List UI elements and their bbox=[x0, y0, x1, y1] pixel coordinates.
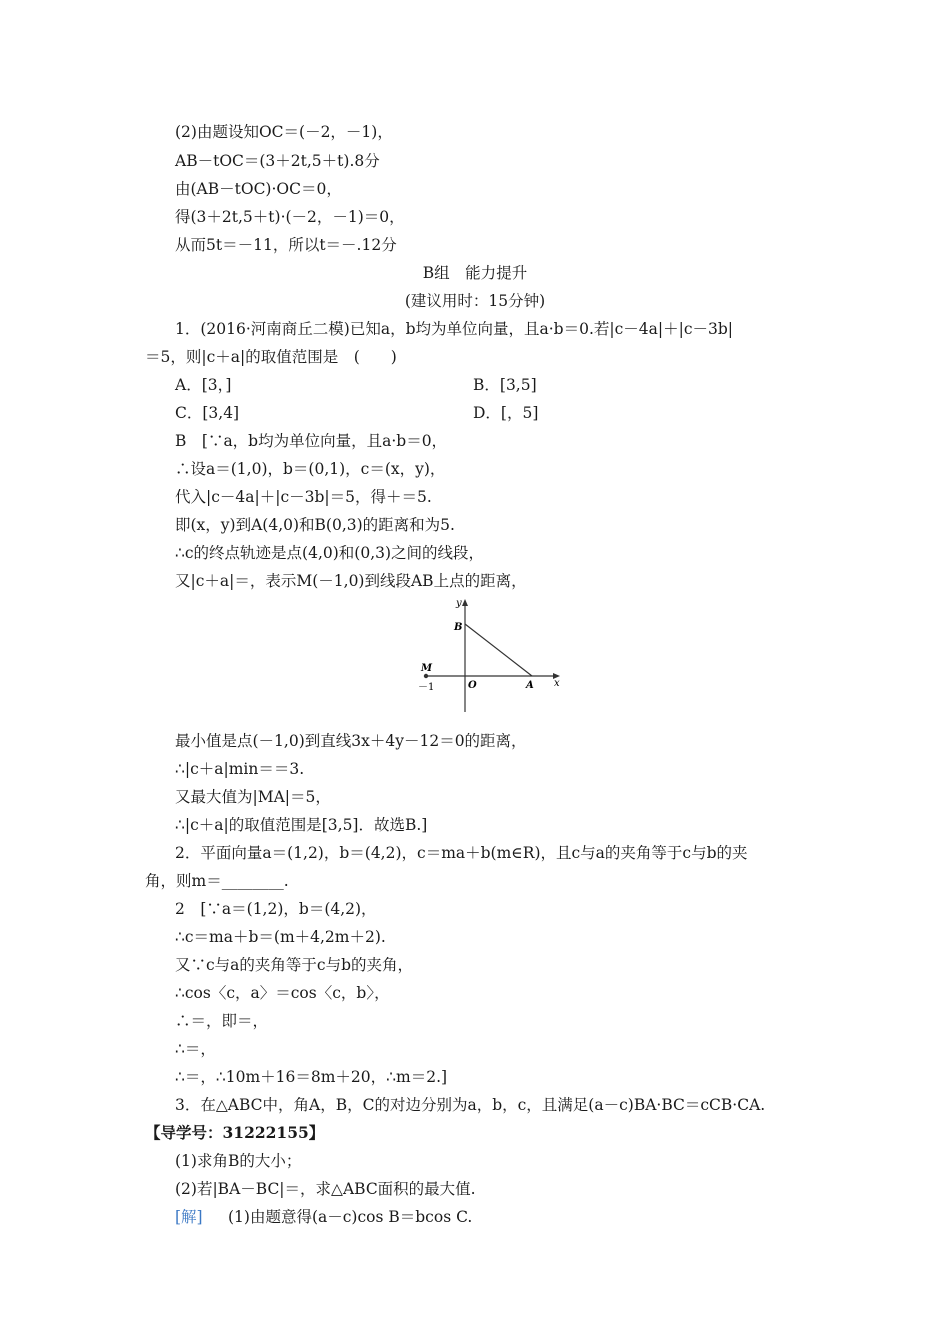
label-a: A bbox=[526, 680, 534, 691]
solution-line: 又|c＋a|＝，表示M(－1,0)到线段AB上点的距离， bbox=[175, 572, 527, 590]
question-1-stem: 1．(2016·河南商丘二模)已知a，b均为单位向量，且a·b＝0.若|c－4a|＋|c－3b| bbox=[175, 320, 734, 338]
option-a: A．[3，] bbox=[175, 376, 232, 394]
option-b: B．[3,5] bbox=[473, 376, 537, 394]
solution-line: ∴cos〈c，a〉＝cos〈c，b〉， bbox=[175, 984, 390, 1002]
coordinate-figure bbox=[420, 594, 570, 719]
text-line: 得(3＋2t,5＋t)·(－2，－1)＝0， bbox=[175, 208, 405, 226]
label-neg1: －1 bbox=[418, 682, 435, 693]
question-3-part-1: (1)求角B的大小； bbox=[175, 1152, 302, 1170]
option-d: D．[，5] bbox=[473, 404, 539, 422]
label-o: O bbox=[468, 680, 477, 691]
question-3-stem: 3．在△ABC中，角A，B，C的对边分别为a，b，c，且满足(a－c)BA·BC＝cCB·CA. bbox=[175, 1096, 766, 1114]
solution-line: 又最大值为|MA|＝5， bbox=[175, 788, 331, 806]
label-m: M bbox=[421, 663, 433, 674]
question-2-stem: 2．平面向量a＝(1,2)，b＝(4,2)，c＝ma＋b(m∈R)，且c与a的夹角等于c与b的夹 bbox=[175, 844, 748, 862]
label-b: B bbox=[454, 622, 463, 633]
y-axis-arrow-icon bbox=[462, 599, 468, 606]
point-m bbox=[424, 674, 428, 678]
solution-line: ∴c的终点轨迹是点(4,0)和(0,3)之间的线段， bbox=[175, 544, 485, 562]
section-subtitle: (建议用时：15分钟) bbox=[404, 292, 546, 310]
solution-line: (1)由题意得(a－c)cos B＝bcos C. bbox=[228, 1208, 473, 1226]
solution-line: 即(x，y)到A(4,0)和B(0,3)的距离和为5. bbox=[175, 516, 455, 534]
question-1-stem-cont: ＝5，则|c＋a|的取值范围是 ( ) bbox=[145, 348, 397, 366]
solution-line: 又∵c与a的夹角等于c与b的夹角， bbox=[175, 956, 414, 974]
solution-line: 代入|c－4a|＋|c－3b|＝5，得＋＝5. bbox=[175, 488, 432, 506]
label-y: y bbox=[456, 598, 462, 609]
solution-line: ∴＝， bbox=[175, 1040, 216, 1058]
solution-line: 最小值是点(－1,0)到直线3x＋4y－12＝0的距离， bbox=[175, 732, 527, 750]
solution-tag: [解] bbox=[175, 1208, 203, 1226]
guide-number: 【导学号：31222155】 bbox=[145, 1123, 325, 1142]
solution-line: ∴|c＋a|的取值范围是[3,5]．故选B.] bbox=[175, 816, 428, 834]
segment-ab bbox=[465, 624, 532, 676]
solution-line: ∴＝，∴10m＋16＝8m＋20，∴m＝2.] bbox=[175, 1068, 448, 1086]
question-3-part-2: (2)若|BA－BC|＝，求△ABC面积的最大值. bbox=[175, 1180, 476, 1198]
text-line: 从而5t＝－11，所以t＝－.12分 bbox=[175, 236, 397, 254]
question-2-stem-cont: 角，则m＝________. bbox=[145, 872, 289, 890]
solution-line: ∴|c＋a|min＝＝3. bbox=[175, 760, 305, 778]
solution-line: 2 [∵a＝(1,2)，b＝(4,2)， bbox=[175, 900, 377, 918]
label-x: x bbox=[554, 678, 560, 689]
solution-line: B [∵a，b均为单位向量，且a·b＝0， bbox=[175, 432, 448, 450]
text-line: 由(AB－tOC)·OC＝0， bbox=[175, 180, 342, 198]
solution-line: ∴c＝ma＋b＝(m＋4,2m＋2). bbox=[175, 928, 386, 946]
section-title: B组 能力提升 bbox=[422, 264, 528, 282]
text-line: AB－tOC＝(3＋2t,5＋t).8分 bbox=[175, 152, 380, 170]
solution-line: ∴＝，即＝， bbox=[175, 1012, 269, 1030]
solution-line: ∴设a＝(1,0)，b＝(0,1)，c＝(x，y)， bbox=[175, 460, 446, 478]
option-c: C．[3,4] bbox=[175, 404, 240, 422]
text-line: (2)由题设知OC＝(－2，－1)， bbox=[175, 123, 393, 141]
